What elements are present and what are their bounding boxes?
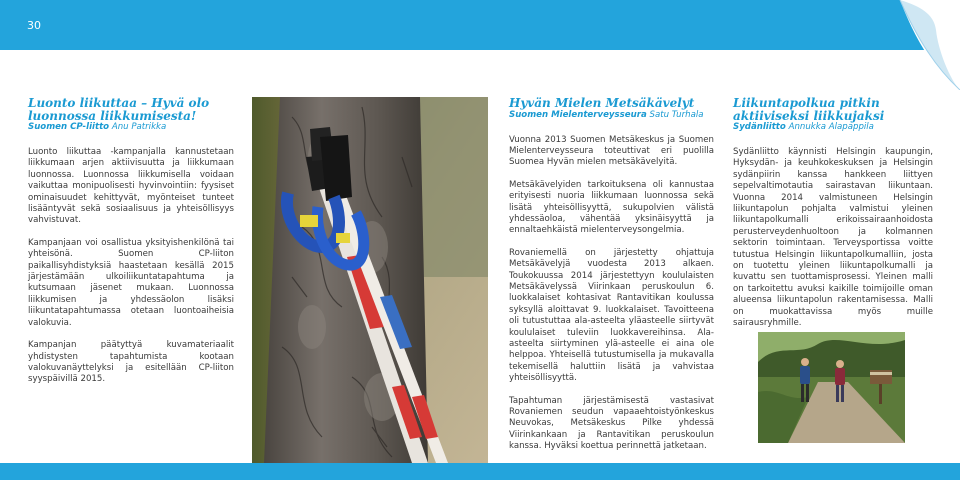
article1-paragraph: Luonto liikuttaa -kampanjalla kannustetaan liikkumaan arjen aktiivisuutta ja liikkumaan luonnossa. Luonnossa liikkumisella voidaan vaikuttaa monipuolisesti hyvinvointiin: fyysiset ominaisuudet kehittyvät, myönteiset tunteet lisääntyvät sekä sosiaalisuus ja yhteisöllisyys vahvistuvat.	[28, 147, 234, 226]
nordic-walking-poles-photo	[252, 97, 488, 463]
page-number-left: 30	[27, 19, 41, 32]
article2-org: Suomen Mielenterveysseura	[509, 109, 647, 120]
article-liikuntapolku	[733, 97, 933, 341]
article-luonto-liikuttaa	[28, 97, 234, 397]
footer-band	[0, 463, 960, 480]
article2-author: Satu Turhala	[649, 109, 704, 120]
article3-paragraph: Sydänliitto käynnisti Helsingin kaupungin, Hyksydän- ja keuhkokeskuksen ja Helsingin sydänpiirin kanssa hankkeen liittyen sepelvaltimotautia sairastavan liikuntaan. Vuonna 2014 valmistuneen Helsingin liikuntapolun pohjalta valmistui yleinen liikuntapolkumalli erikoissairaanhoidosta perusterveydenhuoltoon ja kolmannen sektorin toimintaan. Terveysportissa voitte tutustua Helsingin liikuntapolkumalliin, josta on tuotettu yleinen liikuntapolkumalli ja kuvattu sen tuottamisprosessi. Yleinen malli on tarkoitettu avuksi kaikille toimijoille oman alueensa liikuntapolun rakentamisessa. Malli on muokattavissa myös muille sairausryhmille.	[733, 147, 933, 329]
article3-byline	[733, 122, 933, 133]
article-metsakavelyt	[509, 97, 714, 464]
article2-paragraph: Rovaniemellä on järjestetty ohjattuja Metsäkävelyjä vuodesta 2013 alkaen. Toukokuussa 2014 järjestettyyn koululaisten Metsäkävelyssä Viirinkaan peruskoulun 6. luokkalaiset kohtasivat Rantavitikan koulussa syksyllä aloittavat 9. luokkalaiset. Tavoitteena oli tutustuttaa ala-asteelta yläasteelle siirtyvät koululaiset tuleviin luokkavereihinsa. Ala-asteelta siirtyminen ylä-asteelle ei aina ole helppoa. Yhteisellä tutustumisella ja mukavalla tekemisellä haluttiin lisätä ja vahvistaa yhteisöllisyyttä.	[509, 247, 714, 384]
article2-paragraph: Vuonna 2013 Suomen Metsäkeskus ja Suomen Mielenterveysseura toteuttivat eri puolilla Suomea Hyvän mielen metsäkävelyitä.	[509, 134, 714, 168]
article2-byline	[509, 110, 714, 121]
article1-org: Suomen CP-liitto	[28, 122, 110, 132]
article2-paragraph: Tapahtuman järjestämisestä vastasivat Rovaniemen seudun vapaaehtoistyönkeskus Neuvokas, Metsäkeskus Pilke yhdessä Viirinkankaan ja Rantavitikan peruskoulun kanssa. Hyväksi koettua perinnettä jatketaan.	[509, 395, 714, 452]
hikers-on-trail-photo	[758, 332, 905, 443]
article3-title-line2: aktiiviseksi liikkujaksi	[733, 108, 885, 123]
page-curl-icon	[880, 0, 960, 90]
article3-org: Sydänliitto	[733, 122, 786, 132]
article3-author: Annukka Alapappila	[788, 122, 874, 132]
article3-title-line1: Liikuntapolkua pitkin	[733, 96, 880, 110]
article1-paragraph: Kampanjan päätyttyä kuvamateriaalit yhdistysten tapahtumista kootaan valokuvanäyttelyksi ja esitellään CP-liiton syyspäivillä 2015.	[28, 340, 234, 385]
article2-title: Hyvän Mielen Metsäkävelyt	[509, 96, 695, 110]
article2-paragraph: Metsäkävelyiden tarkoituksena oli kannustaa erityisesti nuoria liikkumaan luonnossa sekä lisätä yhteisöllisyyttä, sukupolvien välistä yhdessäoloa, vähentää yksinäisyyttä ja ennaltaehkäistä mielenterveysongelmia.	[509, 179, 714, 236]
article1-byline	[28, 122, 234, 133]
article1-title-line1: Luonto liikuttaa – Hyvä olo	[28, 96, 210, 110]
article1-paragraph: Kampanjaan voi osallistua yksityishenkilönä tai yhteisönä. Suomen CP-liiton paikallisyhdistyksiä haastetaan kesällä 2015 järjestämään ulkoiliikuntatapahtuma ja kutsumaan jäsenet mukaan. Luonnossa liikkumisen ja yhdessäolon lisäksi liikuntatapahtumassa otetaan luontoaiheisia valokuvia.	[28, 237, 234, 328]
article1-author: Anu Patrikka	[111, 122, 167, 132]
header-band	[0, 0, 960, 50]
article1-title-line2: luonnossa liikkumisesta!	[28, 108, 197, 123]
